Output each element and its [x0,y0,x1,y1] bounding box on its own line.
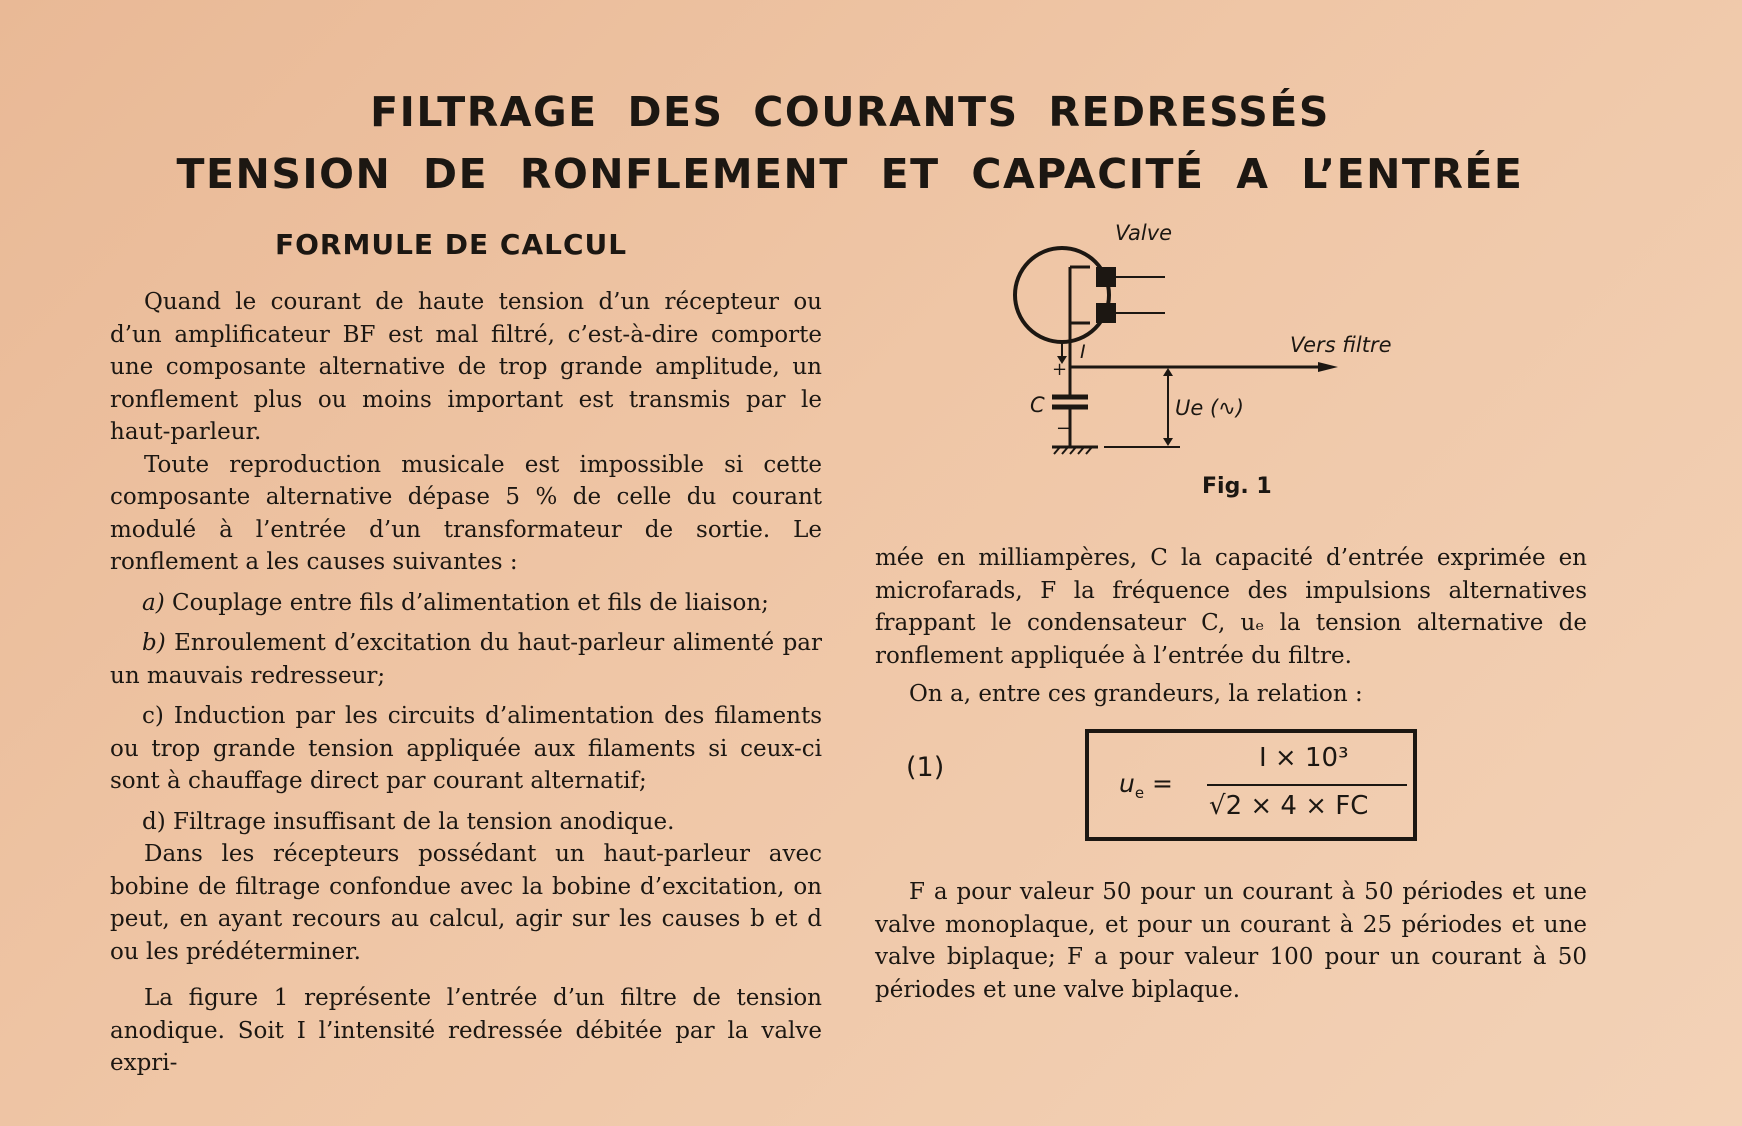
valve-plate-2 [1096,303,1116,323]
valve-label: Valve [1115,221,1173,245]
formula-subscript: e [1134,784,1145,802]
cause-label: b) [142,630,166,656]
subheading: FORMULE DE CALCUL [275,228,628,261]
minus-label: − [1056,418,1072,439]
cause-label: a) [142,589,165,616]
cause-text: Enroulement d’excitation du haut-parleur alimenté par un mauvais redresseur; [110,630,822,689]
cause-item-b [110,627,822,692]
title-line-2: TENSION DE RONFLEMENT ET CAPACITÉ A L’ENTRÉE [176,150,1524,198]
equation-number: (1) [906,752,945,783]
valve-plate-1 [1096,267,1116,287]
formula-box [1085,729,1417,841]
cause-item-a [110,587,822,620]
paragraph-causes: Toute reproduction musicale est impossible si cette composante alternative dépase 5 % de celle du courant modulé à l’entrée d’un transformateur de sortie. Le ronflement a les causes suivantes : [110,451,822,575]
cause-item-d [110,806,822,839]
left-column [110,286,822,1080]
paragraph-definitions: mée en milliampères, C la capacité d’entrée exprimée en microfarads, F la fréquence des impulsions alternatives frappant le condensateur C, uₑ la tension alternative de ronflement appliquée à l’entrée du filtre. [875,545,1587,669]
vers-filtre-label: Vers filtre [1290,333,1392,357]
right-column [875,542,1587,711]
circuit-figure [1000,210,1440,460]
formula-variable: u [1119,769,1135,798]
formula-numerator: I × 10³ [1259,743,1349,773]
figure-caption: Fig. 1 [1202,474,1272,499]
formula-denominator: √2 × 4 × FC [1209,791,1369,821]
plus-label: + [1052,359,1068,380]
capacitor-label: C [1030,393,1045,417]
current-label: I [1080,341,1086,363]
cause-item-c [110,700,822,798]
fraction-bar [1207,784,1407,786]
title-line-1: FILTRAGE DES COURANTS REDRESSÉS [370,88,1330,136]
valve-envelope [1015,248,1109,342]
right-column-bottom [875,876,1587,1006]
formula-equals: = [1152,769,1173,798]
cause-label: d) [142,808,166,835]
paragraph-frequency: F a pour valeur 50 pour un courant à 50 périodes et une valve monoplaque, et pour un courant à 25 périodes et une valve biplaque; F a pour valeur 100 pour un courant à 50 périodes et une valve biplaque. [875,879,1587,1003]
paragraph-intro: Quand le courant de haute tension d’un récepteur ou d’un amplificateur BF est mal filtré, c’est-à-dire comporte une composante alternative de trop grande amplitude, un ronflement plus ou moins important est transmis par le haut-parleur. [110,289,822,445]
voltage-label: Ue (∿) [1175,396,1244,420]
cause-text: Filtrage insuffisant de la tension anodique. [173,808,675,835]
paragraph-figure-intro: La figure 1 représente l’entrée d’un filtre de tension anodique. Soit I l’intensité redressée débitée par la valve expri- [110,985,822,1076]
cause-label: c) [142,703,164,729]
formula-lhs [1119,769,1173,802]
paragraph-relation: On a, entre ces grandeurs, la relation : [909,681,1363,707]
cause-text: Couplage entre fils d’alimentation et fils de liaison; [172,589,769,616]
paragraph-receivers: Dans les récepteurs possédant un haut-parleur avec bobine de filtrage confondue avec la bobine d’excitation, on peut, en ayant recours au calcul, agir sur les causes b et d ou les prédéterminer. [110,841,822,965]
cause-text: Induction par les circuits d’alimentation des filaments ou trop grande tension appliquée aux filaments si ceux-ci sont à chauffage direct par courant alternatif; [110,703,823,794]
